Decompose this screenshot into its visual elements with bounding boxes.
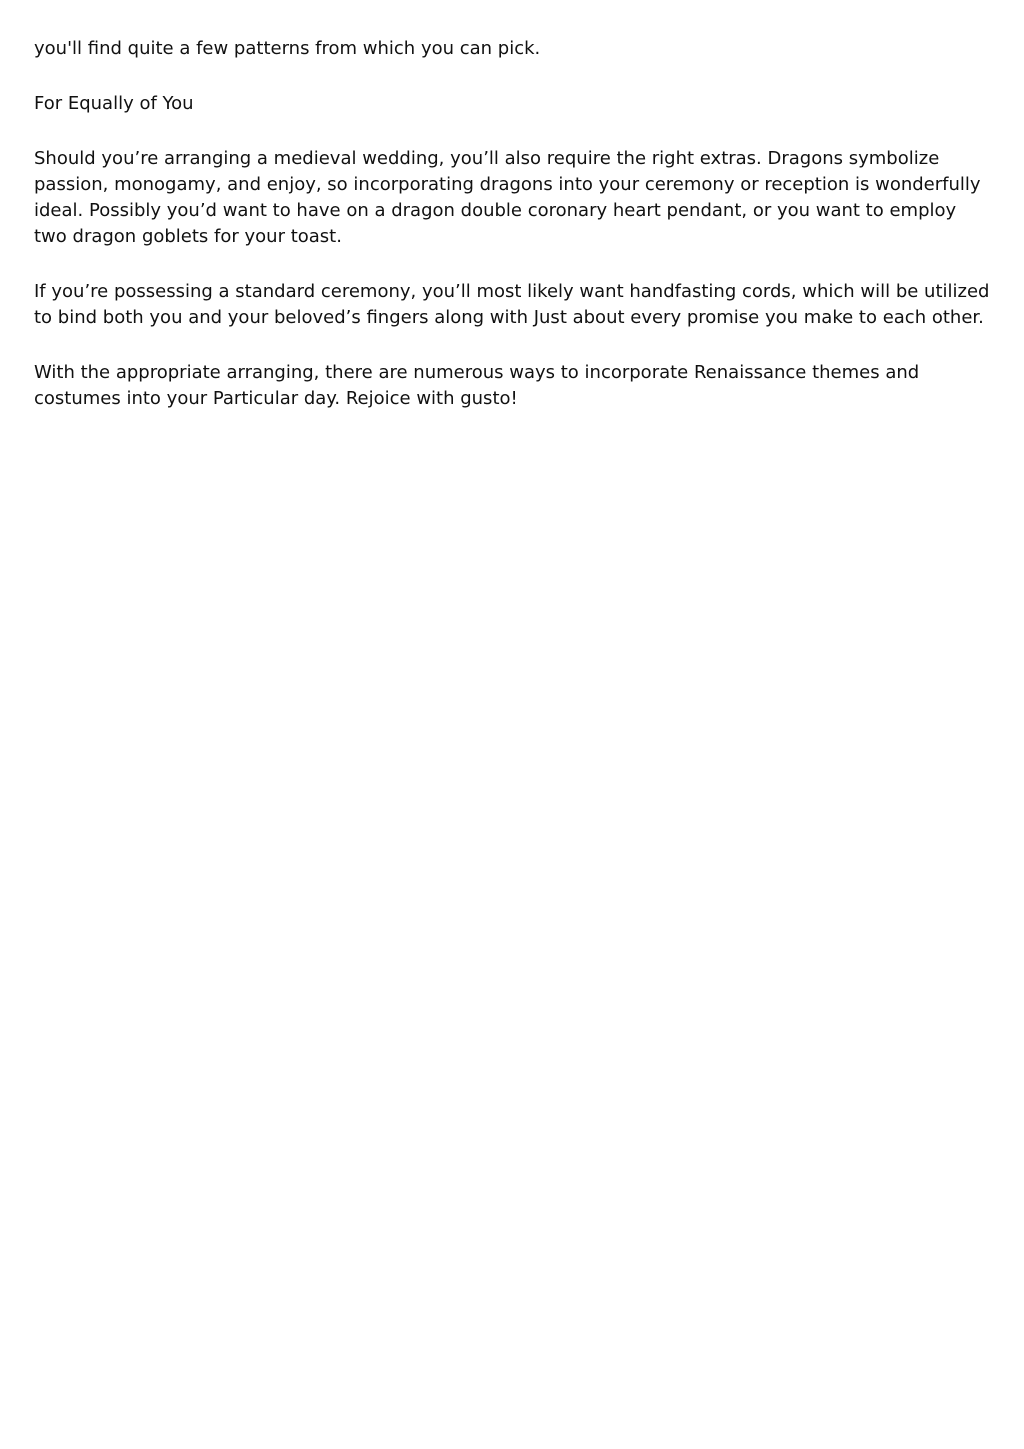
section-heading: For Equally of You [34,93,194,114]
paragraph-extras: Should you’re arranging a medieval wedding, you’ll also require the right extras. Dragons symbolize passion, monogamy, and enjoy, so incorporating dragons into your ceremony or reception is wonderfully ideal. Possibly you’d want to have on a dragon double coronary heart pendant, or you want to employ two dragon goblets for your toast. [34,148,981,247]
paragraph-conclusion: With the appropriate arranging, there are numerous ways to incorporate Renaissance themes and costumes into your Particular day. Rejoice with gusto! [34,362,920,409]
paragraph-handfasting: If you’re possessing a standard ceremony, you’ll most likely want handfasting cords, which will be utilized to bind both you and your beloved’s fingers along with Just about every promise you make to each other. [34,281,990,328]
paragraph-intro-continuation: you'll find quite a few patterns from which you can pick. [34,38,541,59]
